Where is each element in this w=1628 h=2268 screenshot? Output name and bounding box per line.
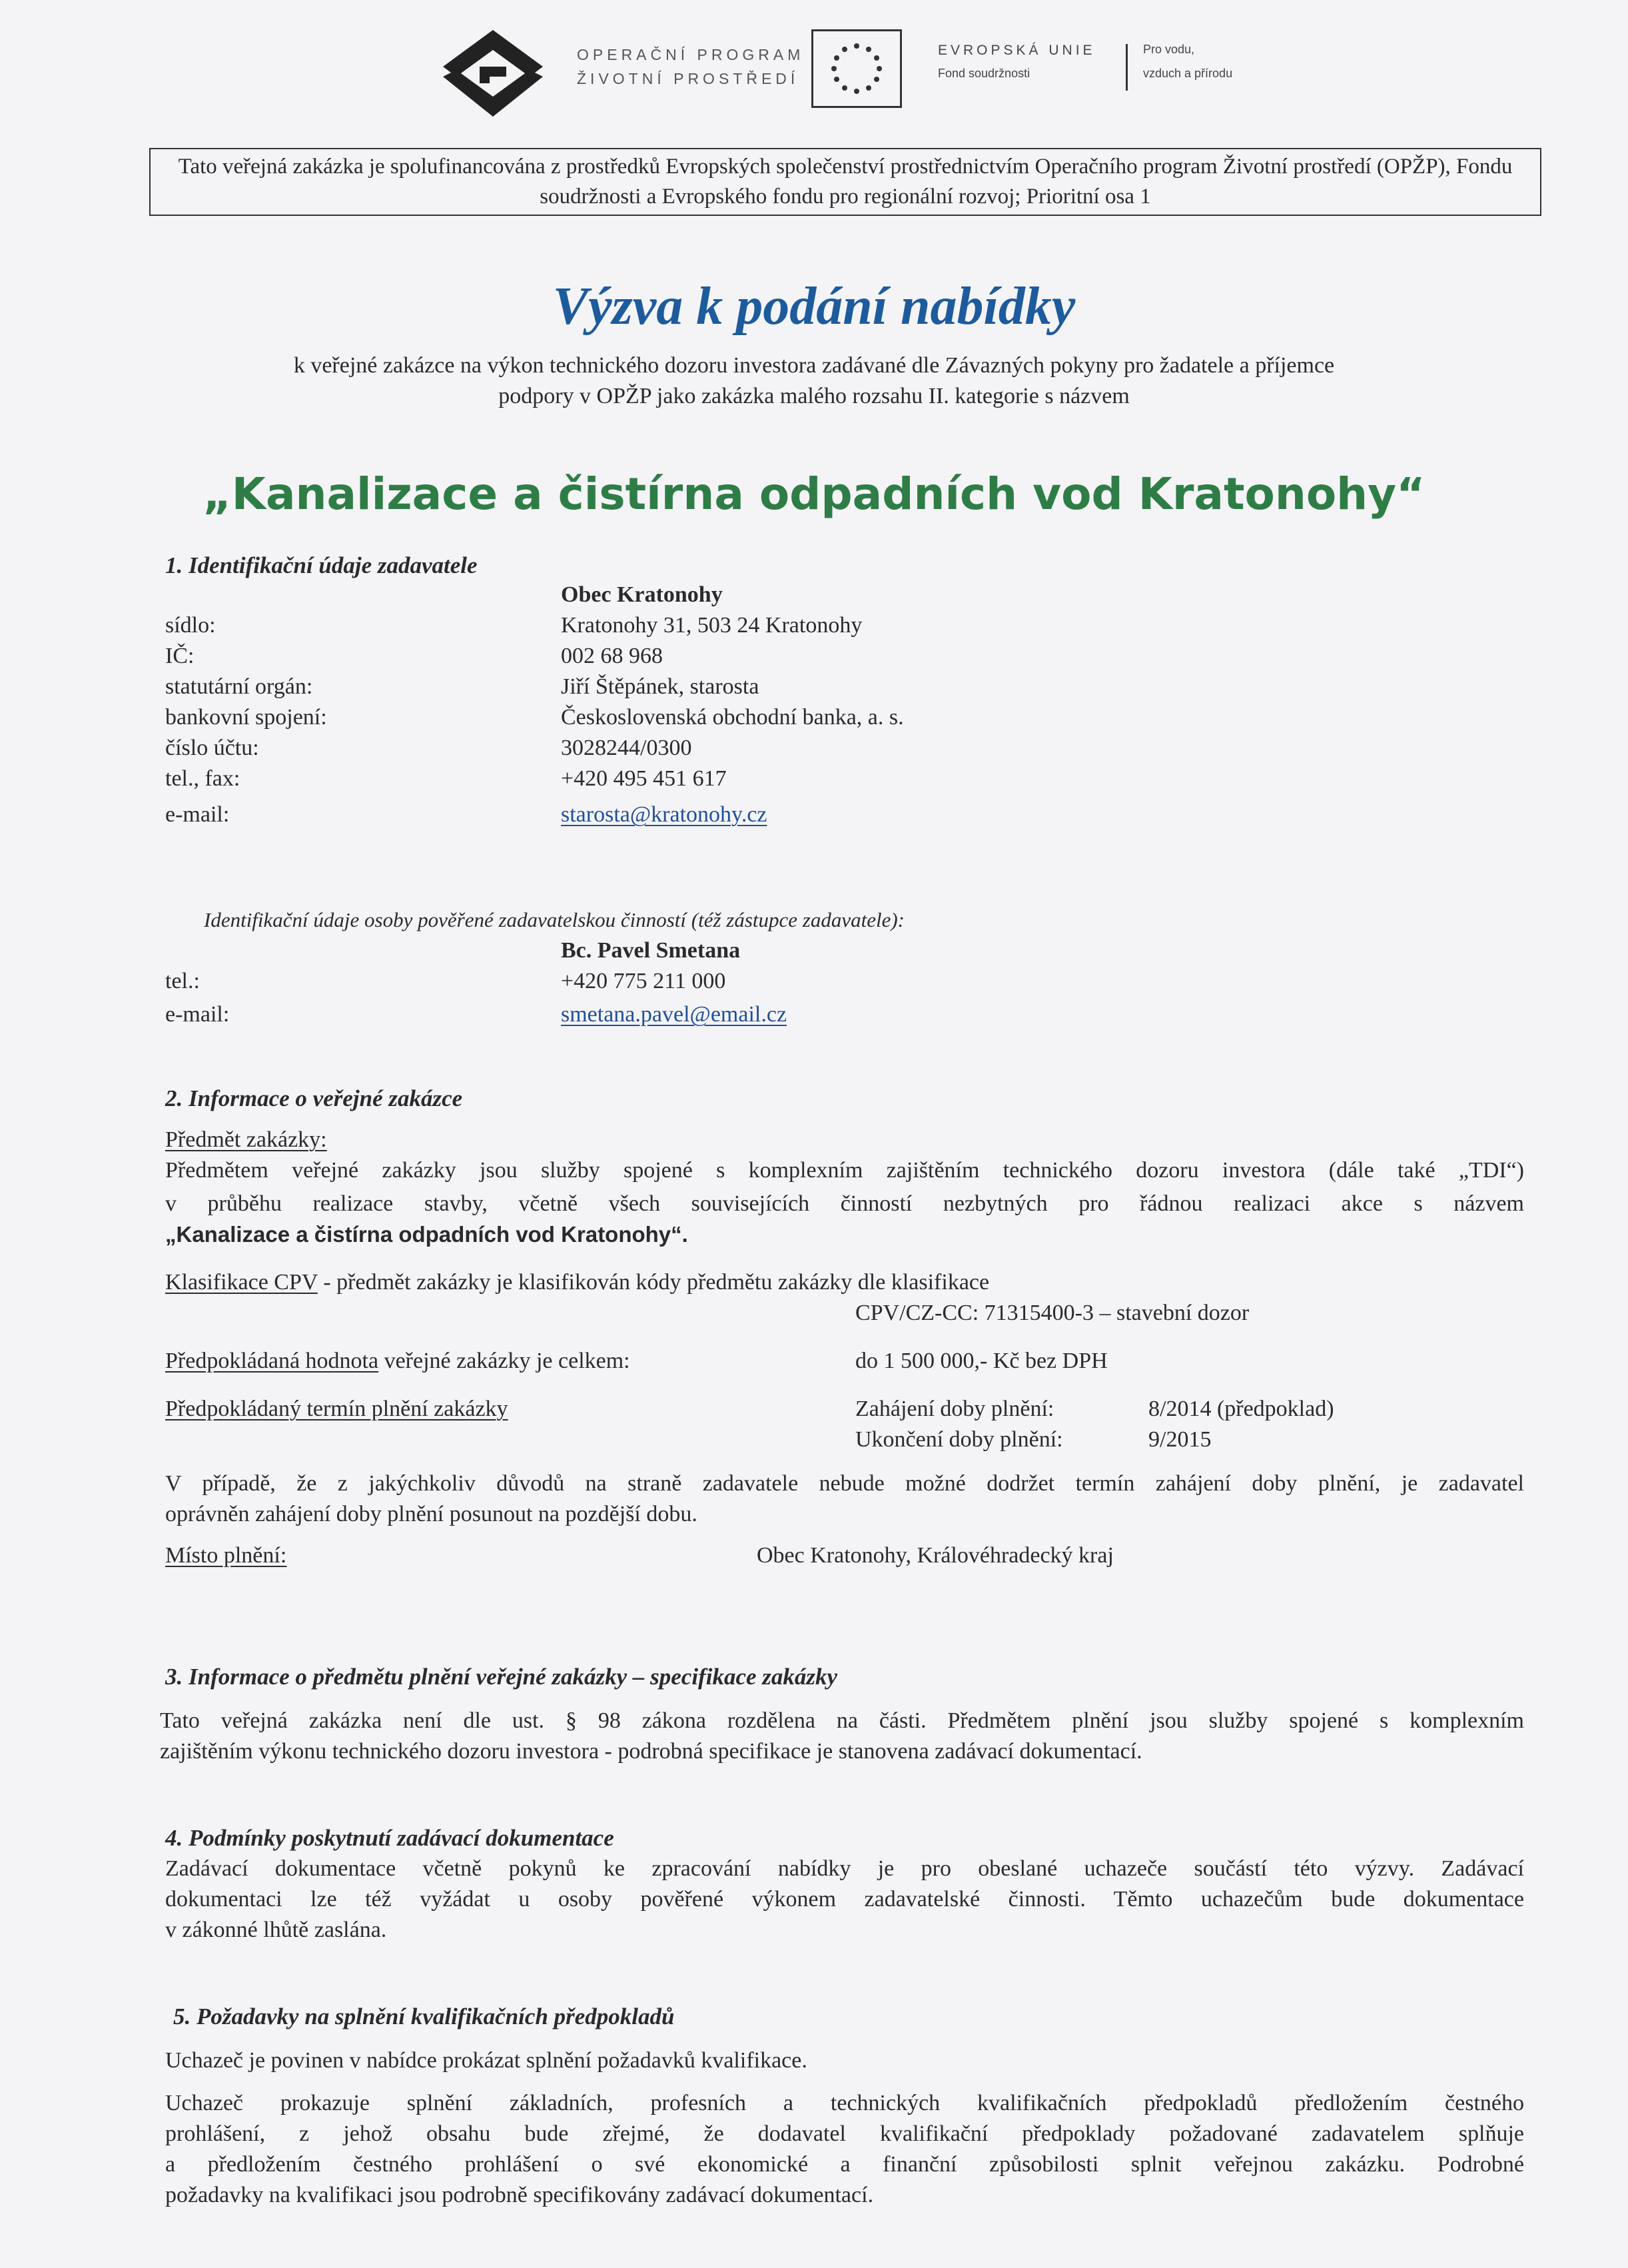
label-statutory: statutární orgán:	[165, 674, 313, 699]
section-5-p2-line1: Uchazeč prokazuje splnění základních, profesních a technických kvalifikačních předpokladů předložením čestného	[165, 2091, 1524, 2115]
op-name-line1: OPERAČNÍ PROGRAM	[577, 46, 805, 63]
value-statutory: Jiří Štěpánek, starosta	[561, 674, 759, 699]
rep-email-link[interactable]: smetana.pavel@email.cz	[561, 1002, 787, 1027]
value-rep-phone: +420 775 211 000	[561, 969, 726, 993]
label-rep-phone: tel.:	[165, 969, 200, 993]
funding-notice	[149, 148, 1541, 216]
label-account: číslo účtu:	[165, 736, 259, 760]
value-ic: 002 68 968	[561, 644, 663, 668]
label-email: e-mail:	[165, 802, 230, 827]
section-4-line3: v zákonné lhůtě zaslána.	[165, 1918, 387, 1942]
eu-flag	[811, 29, 902, 108]
start-value: 8/2014 (předpoklad)	[1148, 1397, 1334, 1421]
section-2-heading: 2. Informace o veřejné zakázce	[165, 1085, 463, 1111]
representative-heading: Identifikační údaje osoby pověřené zadavatelskou činností (též zástupce zadavatele):	[204, 908, 905, 931]
cpv-code: CPV/CZ-CC: 71315400-3 – stavební dozor	[855, 1301, 1250, 1325]
value-account: 3028244/0300	[561, 736, 692, 760]
eu-motto-line1: Pro vodu,	[1143, 43, 1195, 56]
label-ic: IČ:	[165, 644, 195, 668]
start-label: Zahájení doby plnění:	[855, 1397, 1054, 1421]
section-3-line1: Tato veřejná zakázka není dle ust. § 98 zákona rozdělena na části. Předmětem plnění jsou služby spojené s komplexním	[160, 1708, 1524, 1733]
eu-fund: Fond soudržnosti	[938, 67, 1030, 80]
section-3-line2: zajištěním výkonu technického dozoru investora - podrobná specifikace je stanovena zadávací dokumentací.	[160, 1739, 1142, 1764]
value-label: Předpokládaná hodnota	[165, 1349, 379, 1373]
eu-name: EVROPSKÁ UNIE	[938, 43, 1096, 58]
subtitle-line1: k veřejné zakázce na výkon technického dozoru investora zadávané dle Závazných pokyny pro žadatele a příjemce	[293, 353, 1335, 378]
opzp-logo-icon	[426, 27, 560, 120]
section-5-p2-line2: prohlášení, z jehož obsahu bude zřejmé, že dodavatel kvalifikační předpoklady požadované zadavatelem splňuje	[165, 2121, 1524, 2146]
value-sidlo: Kratonohy 31, 503 24 Kratonohy	[561, 613, 863, 638]
subject-line1: Předmětem veřejné zakázky jsou služby spojené s komplexním zajištěním technického dozoru investora (dále také „TDI“)	[165, 1158, 1524, 1183]
term-label: Předpokládaný termín plnění zakázky	[165, 1397, 508, 1421]
section-3-heading: 3. Informace o předmětu plnění veřejné zakázky – specifikace zakázky	[165, 1664, 838, 1690]
value-amount: do 1 500 000,- Kč bez DPH	[855, 1349, 1108, 1373]
section-1-heading: 1. Identifikační údaje zadavatele	[165, 552, 478, 578]
header-divider	[1126, 44, 1128, 91]
section-5-heading: 5. Požadavky na splnění kvalifikačních předpokladů	[173, 2003, 675, 2029]
label-sidlo: sídlo:	[165, 613, 216, 638]
label-rep-email: e-mail:	[165, 1002, 230, 1027]
subject-line2: v průběhu realizace stavby, včetně všech souvisejících činností nezbytných pro řádnou realizaci akce s názvem	[165, 1191, 1524, 1216]
section-5-p2-line3: a předložením čestného prohlášení o své ekonomické a finanční způsobilosti splnit veřejnou zakázku. Podrobné	[165, 2152, 1524, 2177]
end-value: 9/2015	[1148, 1427, 1212, 1452]
place-value: Obec Kratonohy, Královéhradecký kraj	[757, 1543, 1114, 1568]
end-label: Ukončení doby plnění:	[855, 1427, 1063, 1452]
funding-notice-text: Tato veřejná zakázka je spolufinancována z prostředků Evropských společenství prostřednictvím Operačního program Životní prostředí (OPŽP), Fondu soudržnosti a Evropského fondu pro regionální rozvoj; Prioritní osa 1	[178, 155, 1513, 209]
org-name: Obec Kratonohy	[561, 582, 723, 607]
project-title: „Kanalizace a čistírna odpadních vod Kratonohy“	[203, 468, 1425, 520]
section-5-line1: Uchazeč je povinen v nabídce prokázat splnění požadavků kvalifikace.	[165, 2048, 807, 2073]
place-label: Místo plnění:	[165, 1543, 287, 1568]
cpv-label: Klasifikace CPV	[165, 1270, 318, 1295]
value-phone: +420 495 451 617	[561, 766, 727, 791]
page-title: Výzva k podání nabídky	[552, 277, 1076, 336]
postpone-line2: oprávněn zahájení doby plnění posunout na pozdější dobu.	[165, 1502, 697, 1526]
subject-label: Předmět zakázky:	[165, 1127, 327, 1152]
cpv-text: - předmět zakázky je klasifikován kódy předmětu zakázky dle klasifikace	[317, 1270, 990, 1295]
section-4-line2: dokumentaci lze též vyžádat u osoby pověřené výkonem zadavatelské činnosti. Těmto uchazečům bude dokumentace	[165, 1887, 1524, 1912]
label-bank: bankovní spojení:	[165, 705, 327, 730]
email-link[interactable]: starosta@kratonohy.cz	[561, 802, 767, 827]
postpone-line1: V případě, že z jakýchkoliv důvodů na straně zadavatele nebude možné dodržet termín zahájení doby plnění, je zadavatel	[165, 1471, 1524, 1496]
eu-stars-icon	[813, 31, 900, 106]
value-text: veřejné zakázky je celkem:	[378, 1349, 630, 1373]
subject-line3: „Kanalizace a čistírna odpadních vod Kratonohy“.	[165, 1222, 688, 1247]
section-4-line1: Zadávací dokumentace včetně pokynů ke zpracování nabídky je pro obeslané uchazeče součástí této výzvy. Zadávací	[165, 1856, 1524, 1881]
section-5-p2-line4: požadavky na kvalifikaci jsou podrobně specifikovány zadávací dokumentací.	[165, 2183, 874, 2207]
op-name-line2: ŽIVOTNÍ PROSTŘEDÍ	[577, 70, 799, 87]
section-4-heading: 4. Podmínky poskytnutí zadávací dokumentace	[165, 1825, 614, 1851]
subtitle-line2: podpory v OPŽP jako zakázka malého rozsahu II. kategorie s názvem	[498, 384, 1130, 408]
value-bank: Československá obchodní banka, a. s.	[561, 705, 904, 730]
representative-name: Bc. Pavel Smetana	[561, 938, 741, 963]
eu-motto-line2: vzduch a přírodu	[1143, 67, 1233, 80]
label-phone: tel., fax:	[165, 766, 240, 791]
